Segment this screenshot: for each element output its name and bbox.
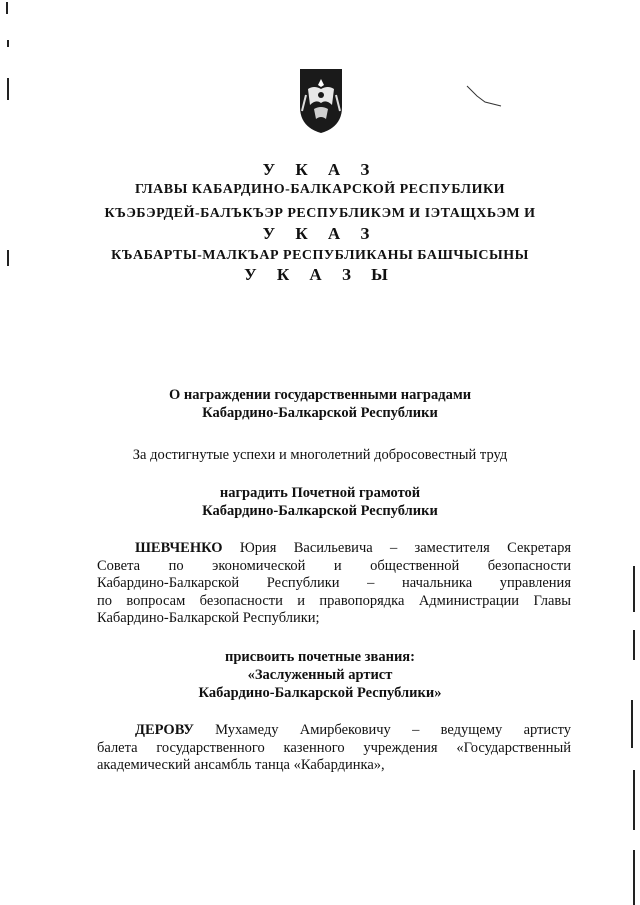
scan-mark [633, 850, 635, 905]
recipient-surname: ШЕВЧЕНКО [135, 540, 223, 556]
recipient-surname: ДЕРОВУ [135, 722, 194, 738]
recipient-text-line: Совета по экономической и общественной безопасности [97, 557, 571, 574]
scan-mark [6, 2, 8, 14]
decree-heading: У К А З [262, 224, 378, 243]
scan-mark [633, 770, 635, 830]
scan-mark [7, 78, 9, 100]
heading-line: КЪЭБЭРДЕЙ-БАЛЪКЪЭР РЕСПУБЛИКЭМ И ІЭТАЩХЬЭМ И [104, 206, 536, 221]
recipient-text-line: Мухамеду Амирбековичу – ведущему артисту [215, 722, 571, 738]
title-line: О награждении государственными наградами [168, 387, 472, 403]
preamble: За достигнутые успехи и многолетний добросовестный труд [132, 447, 508, 463]
recipient-text-line: Кабардино-Балкарской Республики; [97, 610, 320, 626]
award-heading [0, 484, 640, 520]
award-line: присвоить почетные звания: [225, 649, 415, 665]
title-line: Кабардино-Балкарской Республики [202, 405, 438, 421]
recipient-text-line: по вопросам безопасности и правопорядка Администрации Главы [97, 592, 571, 609]
heading-line: ГЛАВЫ КАБАРДИНО-БАЛКАРСКОЙ РЕСПУБЛИКИ [134, 182, 506, 197]
heading-line: КЪАБАРТЫ-МАЛКЪАР РЕСПУБЛИКАНЫ БАШЧЫСЫНЫ [111, 248, 529, 263]
award-line: Кабардино-Балкарской Республики [202, 503, 438, 519]
decree-heading: У К А З [262, 160, 378, 179]
recipient-text-line: Кабардино-Балкарской Республики – начальника управления [97, 575, 571, 591]
award-recipient-paragraph [97, 722, 571, 775]
award-recipient-paragraph [97, 540, 571, 628]
document-title [0, 386, 640, 422]
award-line: наградить Почетной грамотой [219, 485, 421, 501]
recipient-text-line: академический ансамбль танца «Кабардинка», [97, 757, 385, 773]
recipient-text-line: балета государственного казенного учреждения «Государственный [97, 739, 571, 756]
title-conferral-heading [0, 648, 640, 702]
scan-mark [631, 700, 633, 748]
award-line: Кабардино-Балкарской Республики» [198, 685, 442, 701]
award-line: «Заслуженный артист [247, 667, 393, 683]
scan-mark [7, 40, 9, 47]
decree-heading: У К А З Ы [244, 265, 396, 284]
recipient-text-line: Юрия Васильевича – заместителя Секретаря [239, 540, 572, 556]
scan-mark [633, 566, 635, 612]
scan-scribble [465, 82, 505, 110]
kbr-coat-of-arms-icon [296, 65, 346, 135]
